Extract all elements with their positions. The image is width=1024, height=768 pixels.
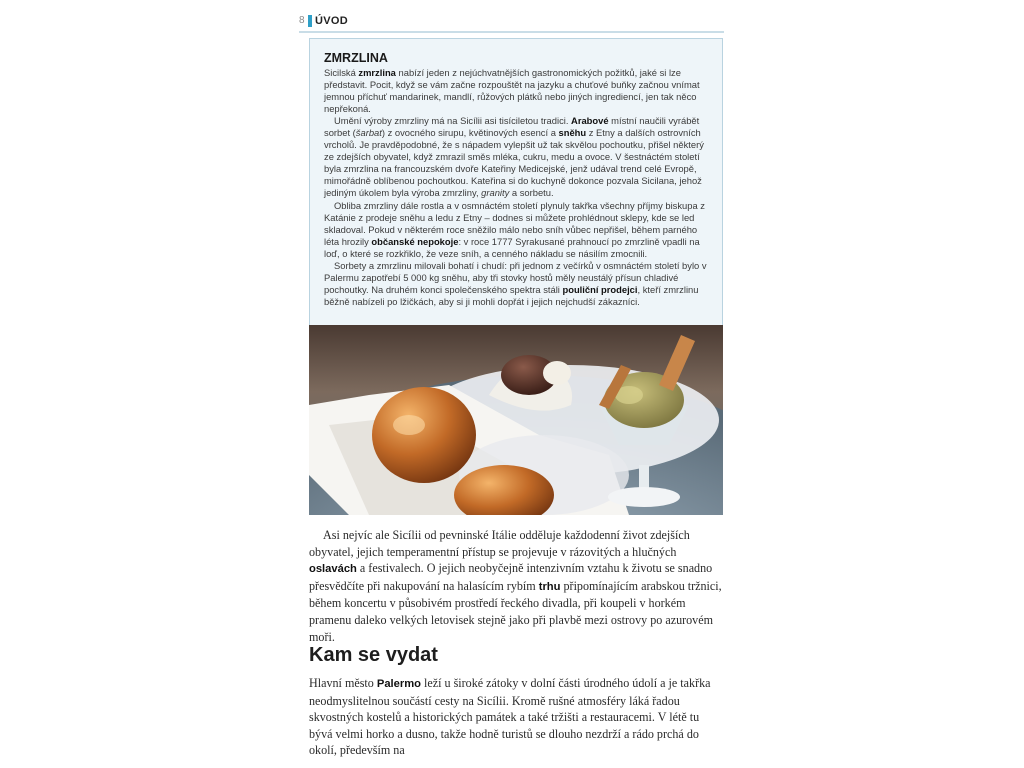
- running-header: [299, 13, 724, 33]
- section-heading: Kam se vydat: [309, 644, 438, 666]
- text-run: nabízí jeden z nejúchvatnějších gastronomických požitků, jaké si lze představit. Pocit, když se vám začne rozpouštět na jazyku a chuťové buňky začnou vnímat jemnou příchuť mandarinek, mandlí, růžových plátků nebo jiných ingrediencí, jen tak něco nepřekoná.: [324, 67, 700, 115]
- text-run: leží u široké zátoky v dolní části úrodného údolí a je takřka neodmyslitelnou součástí cesty na Sicílii. Kromě rušné atmosféry láká řadou skvostných kostelů a historických památek a také tržišti a restauracemi. V létě tu bývá velmi horko a dusno, takže hodně turistů se dlouho nezdrží a rádo prchá do okolí, především na: [309, 676, 711, 758]
- bold-term: zmrzlina: [358, 67, 396, 78]
- text-run: Umění výroby zmrzliny má na Sicílii asi tisíciletou tradici.: [334, 115, 572, 127]
- bold-term: pouliční prodejci: [562, 283, 638, 295]
- text-run: Hlavní město: [309, 676, 377, 690]
- text-run: , kteří zmrzlinu běžně nabízeli po lžičkách, aby si ji mohli dopřát i jejich nejchudší zákazníci.: [324, 283, 699, 307]
- sidebar-title: ZMRZLINA: [324, 51, 388, 65]
- text-run: Sorbety a zmrzlinu milovali bohatí i chudí: při jednom z večírků v osmnáctém století bylo v Palermu zapotřebí 5 000 kg sněhu, aby tři stovky hostů měly neustálý přísun chladivé pochoutky. Na druhém konci společenského spektra stáli: [324, 259, 707, 295]
- text-run: Sicilská: [324, 67, 359, 78]
- photo: [309, 325, 723, 515]
- text-run: místní naučili vyrábět sorbet (: [324, 115, 700, 139]
- text-run: ) z ovocného sirupu, květinových esencí a: [381, 127, 559, 139]
- bold-term: trhu: [538, 580, 561, 593]
- text-run: Asi nejvíc ale Sicílii od pevninské Itálie odděluje každodenní život zdejších obyvatel, jejich temperamentní přístup se projevuje v rázovitých a hlučných: [309, 528, 690, 559]
- body-paragraph-1: [309, 527, 724, 645]
- text-run: : v roce 1777 Syrakusané prahnoucí po zmrzlině vpadli na loď, o které se rozkřiklo, že veze sníh, a cenného nákladu se násilím zmocnili.: [324, 235, 700, 259]
- text-run: připomínajícím arabskou tržnici, během koncertu v působivém prostředí řeckého divadla, při koupeli v horkém pramenu daleko velkých letovisek stejně jako při plavbě mezi ostrovy po azurovém moři.: [309, 578, 722, 644]
- bold-term: občanské nepokoje: [371, 235, 459, 247]
- sidebar-paragraph: [324, 260, 712, 308]
- sidebar-paragraph: [324, 67, 712, 115]
- text-run: a festivalech. O jejich neobyčejně intenzivním vztahu k životu se snadno přesvědčíte při nakupování na halasícím rybím: [309, 561, 713, 593]
- body-paragraph-2: [309, 675, 724, 759]
- text-run: z Etny a dalších ostrovních vrcholů. Je pravděpodobné, že s nápadem vylepšit už tak skvělou pochoutku, přišel některý ze zdejších obyvatel, když zmrazil směs mléka, cukru, medu a ovoce. V šestnáctém století byla zmrzlina na francouzském dvoře Kateřiny Medicejské, jenž udával trend celé Evropě, mimořádně oblíbenou pochoutkou. Kateřina si do kuchyně dokonce pozvala Sicilana, jehož jediným úkolem byla výroba zmrzliny,: [324, 127, 704, 199]
- page-number: 8: [299, 15, 305, 26]
- bold-term: Arabové: [571, 115, 609, 127]
- text-run: a sorbetu.: [509, 187, 554, 199]
- text-run: Obliba zmrzliny dále rostla a v osmnáctém století plynuly takřka všechny příjmy biskupa z Katánie z prodeje sněhu a ledu z Etny – dodnes si můžete prohlédnout sklepy, kde se led skladoval. Pokud v některém roce sněžilo málo nebo sníh vůbec nepřišel, během parného léta hrozily: [324, 199, 705, 247]
- sidebar-box: [309, 38, 723, 325]
- photo-brioche-gelato: [309, 325, 723, 515]
- sidebar-text: [324, 67, 712, 308]
- section-marker: [308, 15, 312, 27]
- bold-term: Palermo: [376, 678, 422, 690]
- paragraph: [309, 675, 724, 759]
- sidebar-paragraph: [324, 115, 712, 199]
- italic-term: šarbat: [355, 127, 382, 139]
- bold-term: sněhu: [558, 127, 587, 139]
- section-title: ÚVOD: [315, 15, 348, 27]
- sidebar-paragraph: [324, 200, 712, 260]
- italic-term: granity: [481, 187, 510, 199]
- paragraph: [309, 527, 724, 645]
- bold-term: oslavách: [309, 563, 357, 576]
